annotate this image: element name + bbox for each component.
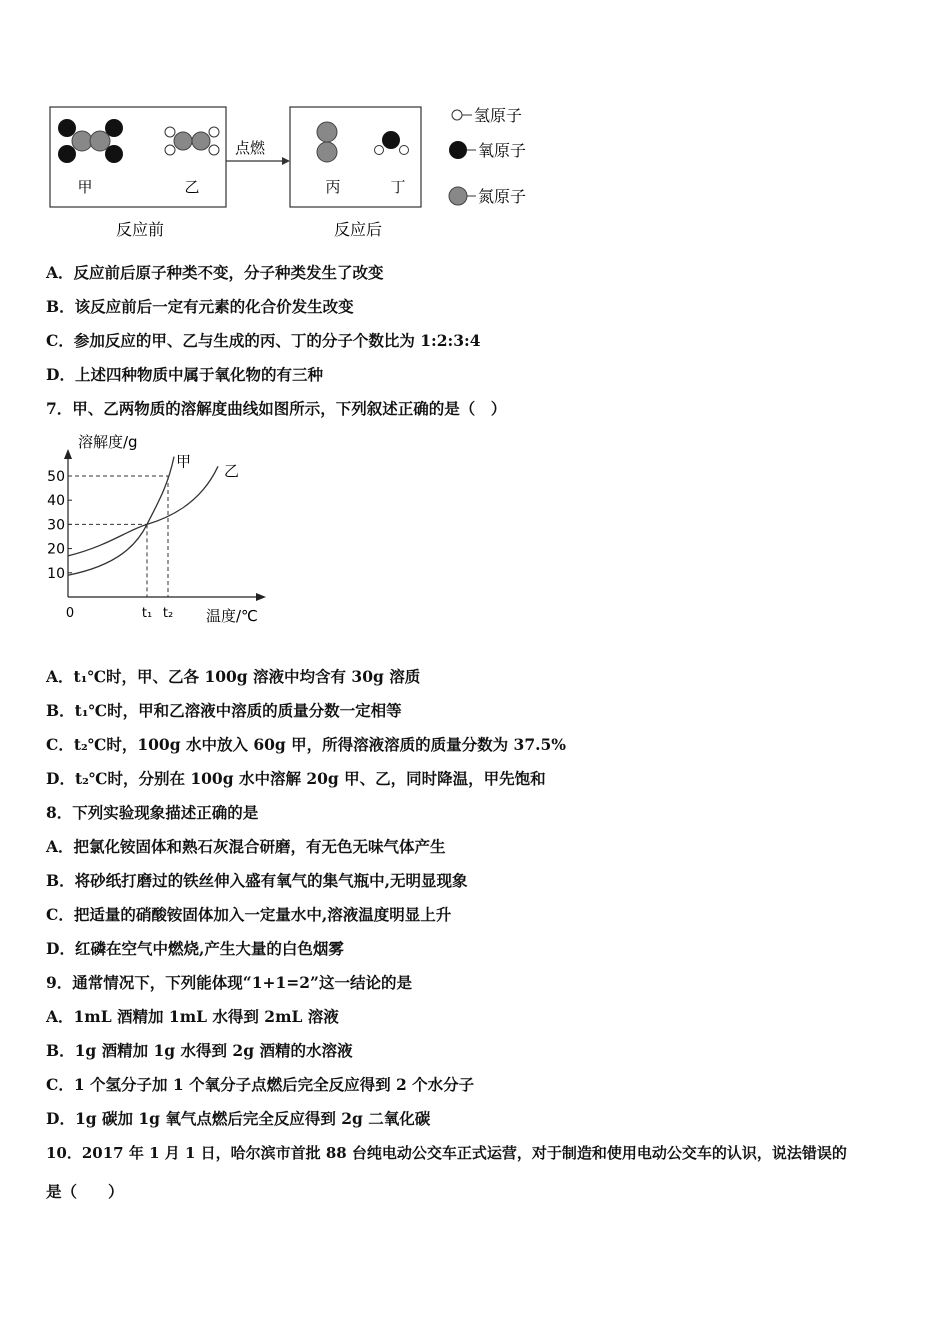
q8-option-b: B．将砂纸打磨过的铁丝伸入盛有氧气的集气瓶中,无明显现象	[46, 871, 468, 890]
y-tick-label: 50	[47, 469, 65, 485]
series-yi-curve	[68, 466, 218, 556]
solubility-chart	[40, 425, 280, 635]
before-label: 反应前	[115, 220, 165, 239]
y-tick-label: 20	[47, 541, 65, 558]
legend-nitrogen-label: 氮原子	[478, 187, 527, 206]
q10-stem-line2: 是（ ）	[46, 1182, 124, 1201]
x-axis-arrow	[256, 593, 266, 601]
series-yi-label: 乙	[224, 462, 240, 480]
x-axis-label: 温度/℃	[206, 607, 258, 625]
q8-option-d: D．红磷在空气中燃烧,产生大量的白色烟雾	[46, 939, 344, 958]
q9-stem: 9．通常情况下，下列能体现“1+1=2”这一结论的是	[46, 973, 412, 992]
reaction-diagram	[40, 95, 560, 245]
q8-option-c: C．把适量的硝酸铵固体加入一定量水中,溶液温度明显上升	[46, 905, 452, 924]
y-tick-label: 40	[47, 493, 65, 510]
q6-option-d: D．上述四种物质中属于氧化物的有三种	[46, 365, 323, 384]
before-box	[50, 107, 226, 207]
x-tick-label: t₂	[162, 606, 174, 621]
series-jia-label: 甲	[176, 452, 192, 471]
series-jia-curve	[68, 457, 174, 576]
legend-hydrogen-label: 氢原子	[474, 106, 523, 125]
y-axis-arrow	[64, 449, 72, 459]
bing-molecule	[317, 122, 337, 162]
q6-option-b: B．该反应前后一定有元素的化合价发生改变	[46, 297, 354, 316]
ding-molecule	[375, 131, 409, 155]
white-circle-icon	[452, 110, 462, 120]
x-tick-label: 0	[65, 606, 75, 621]
legend-oxygen	[449, 141, 526, 160]
q7-option-b: B．t₁℃时，甲和乙溶液中溶质的质量分数一定相等	[46, 701, 402, 720]
legend-oxygen-label: 氧原子	[478, 141, 527, 160]
q9-option-d: D．1g 碳加 1g 氧气点燃后完全反应得到 2g 二氧化碳	[46, 1109, 431, 1128]
gray-circle-icon	[449, 187, 467, 205]
after-label: 反应后	[333, 220, 383, 239]
yi-molecule	[165, 127, 219, 155]
q6-option-c: C．参加反应的甲、乙与生成的丙、丁的分子个数比为 1:2:3:4	[46, 331, 481, 350]
black-circle-icon	[449, 141, 467, 159]
x-tick-label: t₁	[141, 606, 153, 621]
legend-hydrogen	[452, 106, 522, 125]
q9-option-a: A．1mL 酒精加 1mL 水得到 2mL 溶液	[46, 1007, 339, 1026]
y-axis-label: 溶解度/g	[78, 433, 138, 451]
q7-option-c: C．t₂℃时，100g 水中放入 60g 甲，所得溶液溶质的质量分数为 37.5%	[46, 735, 567, 754]
q9-option-c: C．1 个氢分子加 1 个氧分子点燃后完全反应得到 2 个水分子	[46, 1075, 475, 1094]
q7-option-d: D．t₂℃时，分别在 100g 水中溶解 20g 甲、乙，同时降温，甲先饱和	[46, 769, 546, 788]
q7-option-a: A．t₁℃时，甲、乙各 100g 溶液中均含有 30g 溶质	[46, 667, 421, 686]
arrow-label: 点燃	[234, 139, 266, 157]
y-tick-label: 10	[47, 565, 65, 582]
q8-stem: 8．下列实验现象描述正确的是	[46, 803, 259, 822]
legend-nitrogen	[449, 187, 526, 206]
q8-option-a: A．把氯化铵固体和熟石灰混合研磨，有无色无味气体产生	[46, 837, 446, 856]
q7-stem: 7．甲、乙两物质的溶解度曲线如图所示，下列叙述正确的是（ ）	[46, 399, 507, 418]
ding-label: 丁	[390, 178, 406, 196]
y-tick-label: 30	[47, 517, 65, 534]
jia-molecule	[58, 119, 123, 163]
jia-label: 甲	[77, 178, 93, 196]
q6-option-a: A．反应前后原子种类不变，分子种类发生了改变	[46, 263, 384, 282]
yi-label: 乙	[184, 178, 200, 196]
bing-label: 丙	[325, 178, 341, 196]
q10-stem-line1: 10．2017 年 1 月 1 日，哈尔滨市首批 88 台纯电动公交车正式运营，对于制造和使用电动公交车的认识，说法错误的	[46, 1144, 847, 1162]
arrow-head	[282, 157, 290, 165]
q9-option-b: B．1g 酒精加 1g 水得到 2g 酒精的水溶液	[46, 1041, 353, 1060]
